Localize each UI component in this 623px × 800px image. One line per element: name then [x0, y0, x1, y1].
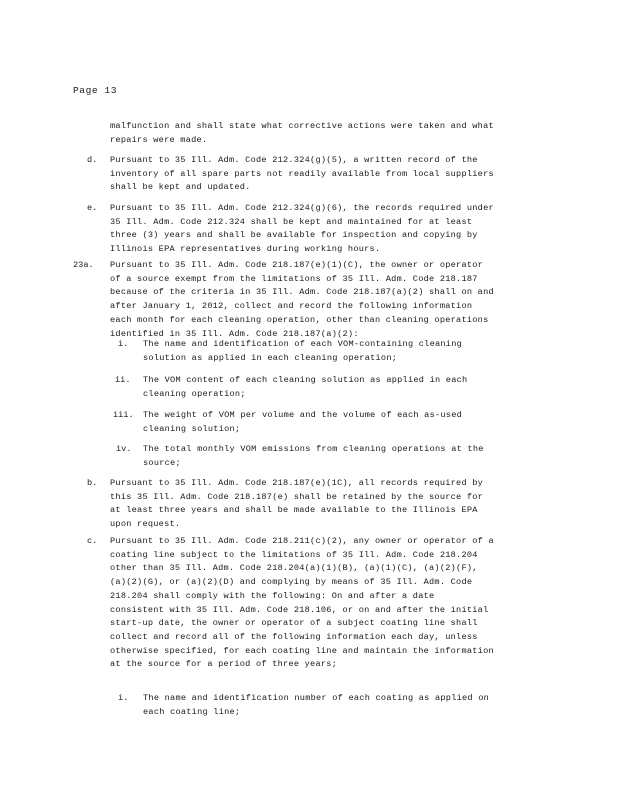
subitem-i-text [143, 338, 462, 365]
text-line: upon request. [110, 519, 181, 530]
item-label-c: c. [87, 536, 98, 546]
text-line: The name and identification number of each coating as applied on [143, 693, 490, 703]
text-line: cleaning operation; [143, 388, 246, 399]
item-c-text [110, 535, 494, 672]
text-line: this 35 Ill. Adm. Code 218.187(e) shall be retained by the source for [110, 491, 484, 502]
subitem-c-i-text [143, 692, 489, 719]
text-line: The name and identification of each VOM-containing cleaning [143, 339, 463, 349]
item-b-text [110, 477, 483, 532]
text-line: because of the criteria in 35 Ill. Adm. Code 218.187(a)(2) shall on and [110, 287, 494, 298]
text-line: otherwise specified, for each coating line and maintain the information [110, 645, 494, 656]
text-line: Pursuant to 35 Ill. Adm. Code 212.324(g)(6), the records required under [110, 203, 494, 213]
subitem-ii-text [143, 374, 467, 401]
text-line: 218.204 shall comply with the following: On and after a date [110, 590, 435, 601]
text-line: repairs were made. [110, 134, 208, 145]
text-line: inventory of all spare parts not readily available from local suppliers [110, 168, 494, 179]
text-line: start-up date, the owner or operator of a subject coating line shall [110, 618, 478, 629]
text-line: (a)(2)(G), or (a)(2)(D) and complying by means of 35 Ill. Adm. Code [110, 577, 473, 588]
text-line: Pursuant to 35 Ill. Adm. Code 218.211(c)(2), any owner or operator of a [110, 536, 494, 546]
text-line: malfunction and shall state what corrective actions were taken and what [110, 121, 494, 131]
text-line: Pursuant to 35 Ill. Adm. Code 218.187(e)(1)(C), the owner or operator [110, 260, 484, 270]
text-line: The VOM content of each cleaning solution as applied in each [143, 375, 468, 385]
page-number: Page 13 [73, 85, 118, 96]
text-line: 35 Ill. Adm. Code 212.324 shall be kept and maintained for at least [110, 216, 473, 227]
item-label-b: b. [87, 478, 98, 488]
subitem-iii-text [143, 409, 462, 436]
item-e-text [110, 202, 494, 257]
text-line: source; [143, 457, 181, 468]
text-line: The total monthly VOM emissions from cleaning operations at the [143, 444, 484, 454]
subitem-label-iv: iv. [116, 444, 132, 454]
text-line: collect and record all of the following information each day, unless [110, 631, 478, 642]
item-d-text [110, 154, 494, 195]
text-line: identified in 35 Ill. Adm. Code 218.187(a)(2): [110, 328, 359, 339]
text-line: coating line subject to the limitations of 35 Ill. Adm. Code 218.204 [110, 549, 478, 560]
text-line: Pursuant to 35 Ill. Adm. Code 218.187(e)(1C), all records required by [110, 478, 484, 488]
subitem-label-iii: iii. [113, 410, 134, 420]
subitem-label-i: i. [118, 339, 129, 349]
text-line: Pursuant to 35 Ill. Adm. Code 212.324(g)(5), a written record of the [110, 155, 478, 165]
text-line: consistent with 35 Ill. Adm. Code 218.106, or on and after the initial [110, 604, 489, 615]
text-line: other than 35 Ill. Adm. Code 218.204(a)(1)(B), (a)(1)(C), (a)(2)(F), [110, 563, 478, 574]
continuation-paragraph [110, 120, 494, 147]
item-label-d: d. [87, 155, 98, 165]
subitem-label-c-i: i. [118, 693, 129, 703]
text-line: at the source for a period of three years; [110, 659, 338, 670]
item-label-23a: 23a. [73, 260, 94, 270]
item-23a-text [110, 259, 494, 341]
text-line: three (3) years and shall be available for inspection and copying by [110, 230, 478, 241]
text-line: shall be kept and updated. [110, 182, 251, 193]
text-line: of a source exempt from the limitations of 35 Ill. Adm. Code 218.187 [110, 273, 478, 284]
text-line: Illinois EPA representatives during working hours. [110, 244, 381, 255]
text-line: each coating line; [143, 706, 241, 717]
text-line: at least three years and shall be made available to the Illinois EPA [110, 505, 478, 516]
text-line: The weight of VOM per volume and the volume of each as-used [143, 410, 463, 420]
subitem-label-ii: ii. [115, 375, 131, 385]
item-label-e: e. [87, 203, 98, 213]
subitem-iv-text [143, 443, 484, 470]
text-line: after January 1, 2012, collect and record the following information [110, 301, 473, 312]
text-line: each month for each cleaning operation, other than cleaning operations [110, 314, 489, 325]
text-line: cleaning solution; [143, 423, 241, 434]
text-line: solution as applied in each cleaning operation; [143, 352, 398, 363]
